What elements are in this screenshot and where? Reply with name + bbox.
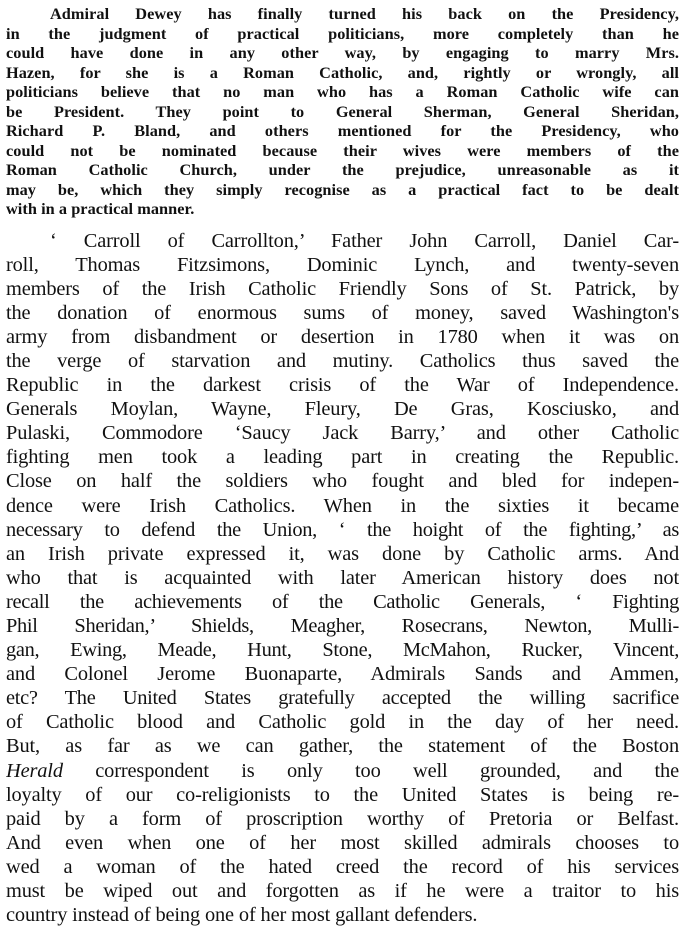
text-line: army from disbandment or desertion in 1780 when it was on (6, 325, 679, 348)
text-line: could have done in any other way, by engaging to marry Mrs. (6, 43, 679, 62)
text-line: roll, Thomas Fitzsimons, Dominic Lynch, and twenty-seven (6, 253, 679, 276)
text-fragment: correspondent is only too well grounded, and the (62, 759, 679, 782)
text-line: of Catholic blood and Catholic gold in the day of her need. (6, 711, 679, 734)
text-line: may be, which they simply recognise as a practical fact to be dealt (6, 179, 679, 199)
text-line: could not be nominated because their wives were members of the (6, 140, 679, 160)
text-line: the donation of enormous sums of money, saved Washington's (6, 301, 679, 324)
text-line: and Colonel Jerome Buonaparte, Admirals Sands and Ammen, (6, 663, 679, 686)
text-line: Hazen, for she is a Roman Catholic, and, rightly or wrongly, all (6, 62, 679, 82)
text-line: loyalty of our co-religionists to the United States is being re- (6, 783, 679, 806)
text-line: Pulaski, Commodore ‘Saucy Jack Barry,’ and other Catholic (6, 422, 679, 445)
text-line: must be wiped out and forgotten as if he were a traitor to his (6, 880, 679, 903)
text-line: politicians believe that no man who has a Roman Catholic wife can (6, 82, 679, 101)
text-line: Generals Moylan, Wayne, Fleury, De Gras, Kosciusko, and (6, 398, 679, 421)
text-line: Roman Catholic Church, under the prejudice, unreasonable as it (6, 160, 679, 179)
text-line: etc? The United States gratefully accepted the willing sacrifice (6, 687, 679, 710)
text-line: the verge of starvation and mutiny. Catholics thus saved the (6, 349, 679, 372)
text-line: And even when one of her most skilled admirals chooses to (6, 831, 679, 854)
text-line: fighting men took a leading part in creating the Republic. (6, 446, 679, 469)
text-line: in the judgment of practical politicians, more completely than he (6, 23, 679, 43)
text-line: Richard P. Bland, and others mentioned for the Presidency, who (6, 121, 679, 140)
text-line: But, as far as we can gather, the statement of the Boston (6, 735, 679, 758)
text-line: an Irish private expressed it, was done by Catholic arms. And (6, 542, 679, 565)
text-line: Close on half the soldiers who fought and bled for indepen- (6, 470, 679, 493)
text-line: Phil Sheridan,’ Shields, Meagher, Rosecrans, Newton, Mulli- (6, 615, 679, 637)
text-line: Admiral Dewey has finally turned his back on the Presidency, (50, 4, 679, 23)
paragraph-dewey-presidency (6, 4, 679, 219)
text-line: wed a woman of the hated creed the record of his services (6, 855, 679, 878)
text-line: recall the achievements of the Catholic Generals, ‘ Fighting (6, 590, 679, 613)
text-line: dence were Irish Catholics. When in the sixties it became (6, 494, 679, 517)
text-line (6, 759, 679, 783)
text-line: gan, Ewing, Meade, Hunt, Stone, McMahon, Rucker, Vincent, (6, 639, 679, 662)
text-line: members of the Irish Catholic Friendly Sons of St. Patrick, by (6, 277, 679, 300)
text-line: ‘ Carroll of Carrollton,’ Father John Carroll, Daniel Car- (50, 229, 679, 252)
text-line: country instead of being one of her most gallant defenders. (6, 904, 478, 927)
text-line: who that is acquainted with later American history does not (6, 566, 679, 589)
text-line: necessary to defend the Union, ‘ the hoight of the fighting,’ as (6, 518, 679, 541)
text-line: be President. They point to General Sherman, General Sheridan, (6, 101, 679, 121)
text-line: Republic in the darkest crisis of the War of Independence. (6, 374, 679, 397)
text-line: with in a practical manner. (6, 199, 195, 218)
paragraph-catholic-history (6, 229, 679, 928)
newspaper-title: Herald (6, 759, 63, 782)
text-line: paid by a form of proscription worthy of Pretoria or Belfast. (6, 807, 679, 830)
